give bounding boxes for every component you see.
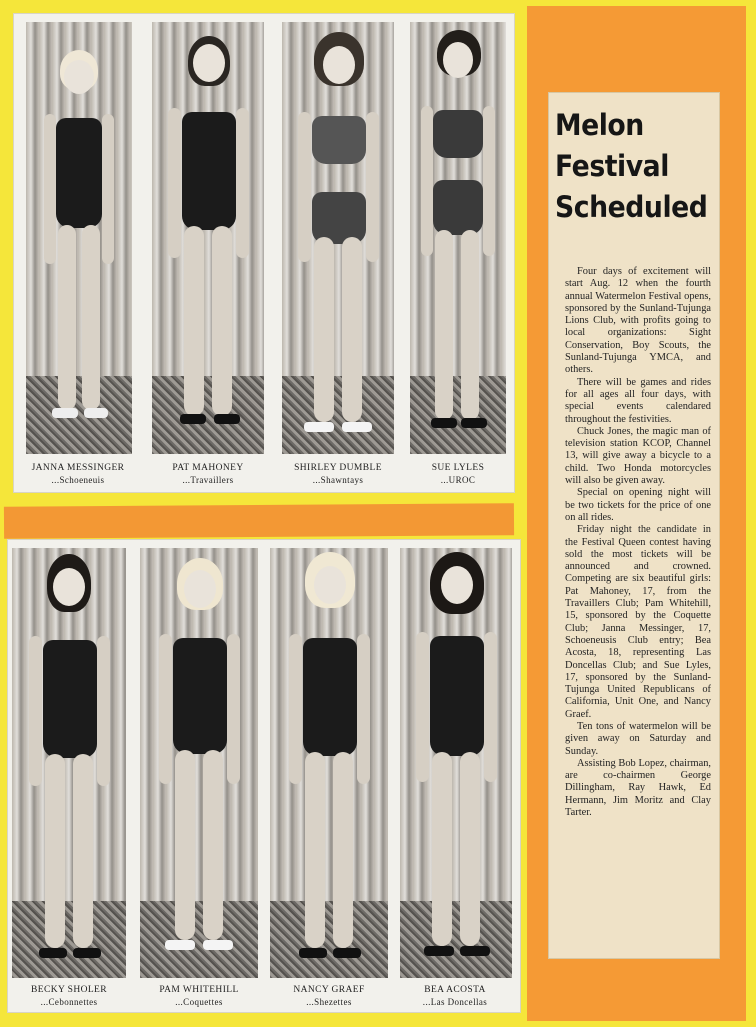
contestant-club: ...Coquettes xyxy=(175,997,223,1007)
contestant-photo xyxy=(400,548,512,978)
contestant-club: ...Las Doncellas xyxy=(422,997,488,1007)
contestant-name: PAT MAHONEY xyxy=(172,463,244,473)
article-paragraph: Ten tons of watermelon will be given away on Saturday and Sunday. xyxy=(565,720,711,757)
contestant-name: BECKY SHOLER xyxy=(31,985,107,995)
contestant-club: ...Shawntays xyxy=(312,475,364,485)
contestant-club: ...Cebonnettes xyxy=(40,997,98,1007)
article-paragraph: Chuck Jones, the magic man of television station KCOP, Channel 13, will give away a bicycle to a child. Two Honda motorcycles will also be given away. xyxy=(565,425,711,487)
contestant-photo xyxy=(152,22,264,454)
contestant-photo xyxy=(26,22,132,454)
contestant-photo xyxy=(410,22,506,454)
contestant-caption xyxy=(282,462,394,486)
article-paragraph: Special on opening night will be two tickets for the price of one on all rides. xyxy=(565,487,711,523)
contestant-name: BEA ACOSTA xyxy=(424,985,486,995)
article-paragraph: There will be games and rides for all ages all four days, with special events calendared throughout the festivities. xyxy=(565,376,711,425)
contestant-caption xyxy=(12,984,126,1008)
contestant-caption xyxy=(396,984,514,1008)
contestant-club: ...Travaillers xyxy=(182,475,234,485)
orange-paper-strip xyxy=(4,503,514,539)
top-photo-panel xyxy=(14,14,514,492)
bottom-photo-panel xyxy=(8,540,520,1012)
headline-line: Scheduled xyxy=(555,190,708,224)
contestant-caption xyxy=(152,462,264,486)
contestant-photo xyxy=(140,548,258,978)
contestant-photo xyxy=(12,548,126,978)
contestant-name: JANNA MESSINGER xyxy=(31,463,125,473)
article-paragraph: Four days of excitement will start Aug. 12 when the fourth annual Watermelon Festival opens, sponsored by the Sunland-Tujunga Lions Club, with profits going to local organizations: Sight Conservation, Boy Scouts, the Sunland-Tujunga YMCA, and others. xyxy=(565,266,711,376)
contestant-photo xyxy=(270,548,388,978)
contestant-club: ...Schoeneuis xyxy=(51,475,105,485)
contestant-photo xyxy=(282,22,394,454)
contestant-name: PAM WHITEHILL xyxy=(159,985,239,995)
article-paragraph: Friday night the candidate in the Festival Queen contest having sold the most tickets will be announced and crowned. Competing are six beautiful girls: Pat Mahoney, 17, from the Travaillers Club; Pam Whitehill, 15, sponsored by the Coquette Club; Janna Messinger, 17, Schoeneusis Club entry; Bea Acosta, 18, representing Las Doncellas Club; and Sue Lyles, 17, sponsored by the Sunland-Tujunga United Republicans of California, Unit One, and Nancy Graef. xyxy=(565,524,711,720)
contestant-club: ...Shezettes xyxy=(306,997,352,1007)
article-body xyxy=(565,266,711,819)
contestant-name: SHIRLEY DUMBLE xyxy=(294,463,382,473)
contestant-caption xyxy=(140,984,258,1008)
contestant-club: ...UROC xyxy=(440,475,476,485)
contestant-name: NANCY GRAEF xyxy=(293,985,365,995)
article-paragraph: Assisting Bob Lopez, chairman, are co-chairmen George Dillingham, Ray Hawk, Ed Hermann, Jim Moritz and Clay Tarter. xyxy=(565,757,711,819)
article-headline xyxy=(555,105,708,228)
headline-line: Festival xyxy=(555,149,669,183)
contestant-caption xyxy=(270,984,388,1008)
headline-line: Melon xyxy=(555,108,644,142)
contestant-caption xyxy=(22,462,134,486)
contestant-name: SUE LYLES xyxy=(431,463,485,473)
contestant-caption xyxy=(404,462,512,486)
newspaper-clipping xyxy=(549,93,719,958)
